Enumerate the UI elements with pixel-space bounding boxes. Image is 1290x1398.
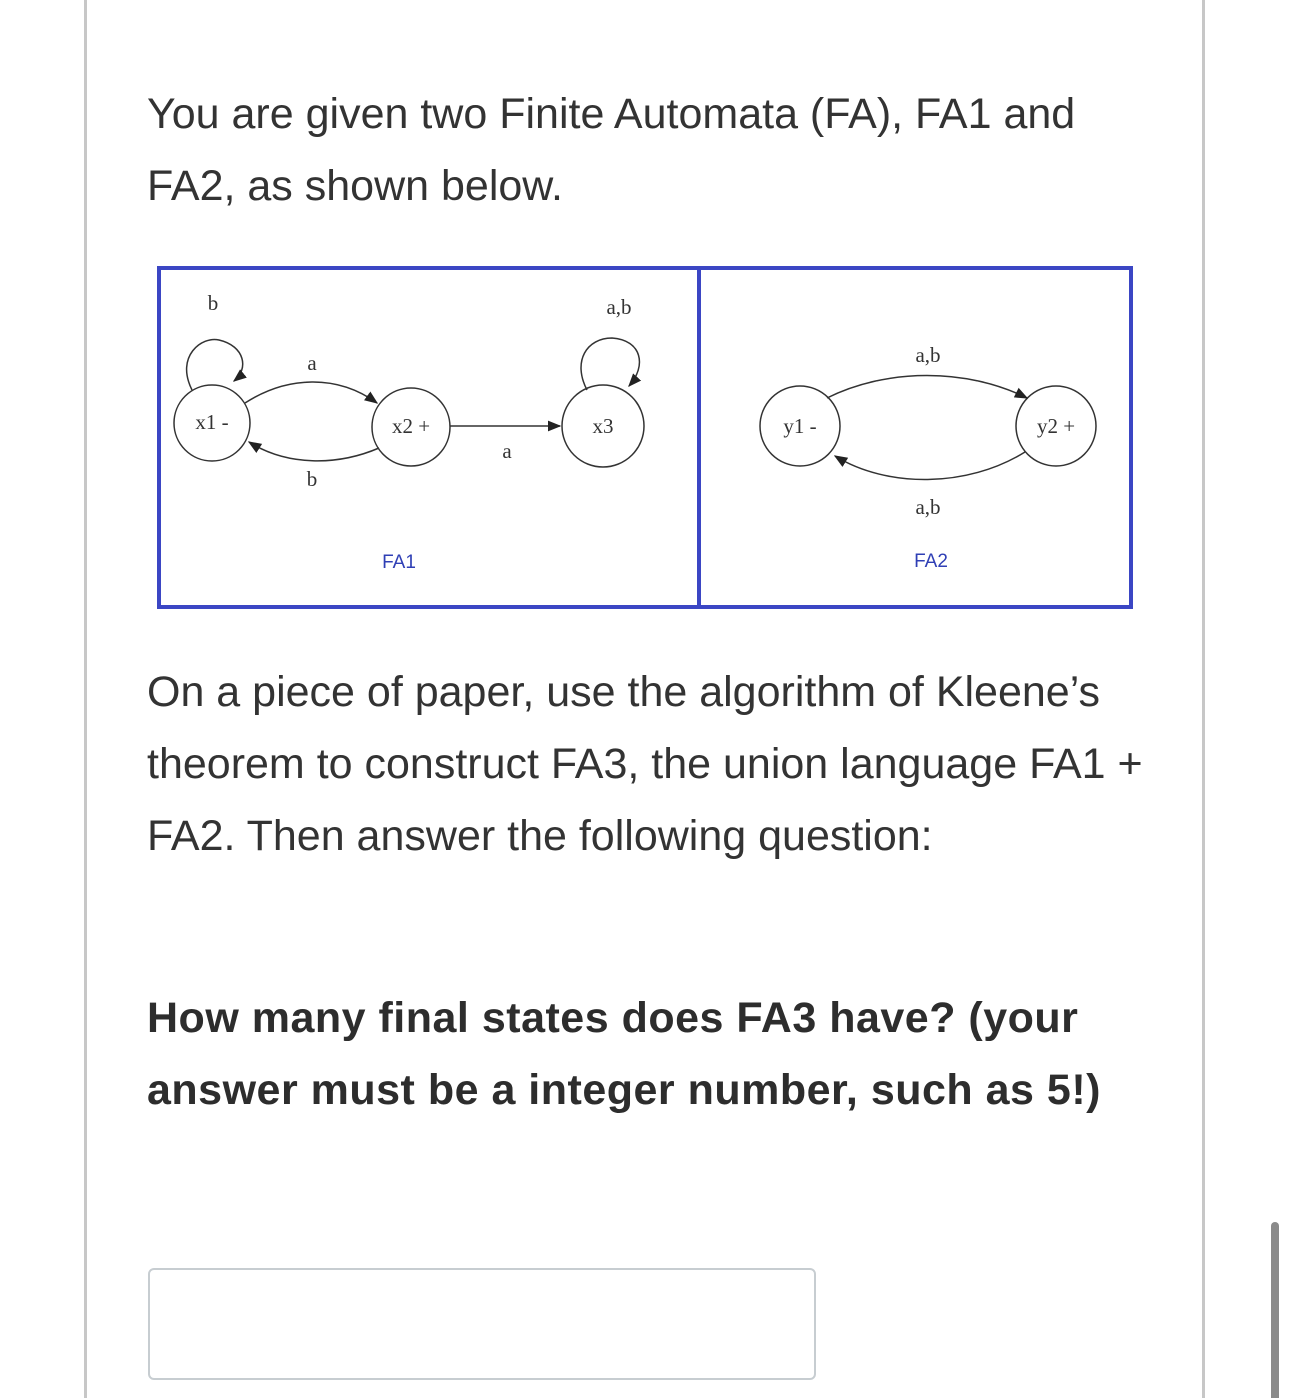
fa1-state-x1-label: x1 -	[195, 410, 229, 434]
intro-text: You are given two Finite Automata (FA), FA1 and FA2, as shown below.	[147, 90, 1076, 210]
card-right-border	[1202, 0, 1205, 1398]
fa1-edge-x1-to-x2-label: a	[307, 351, 317, 375]
card-left-border	[84, 0, 87, 1398]
fa1-edge-x2-to-x1-label: b	[306, 467, 318, 491]
fa2-edge-y2-to-y1-label: a,b	[915, 495, 941, 519]
scrollbar-thumb[interactable]	[1271, 1222, 1279, 1398]
fa2-state-y2	[1016, 386, 1096, 466]
fa1-state-x2-label: x2 +	[391, 414, 431, 438]
fa1-edge-x2-to-x3-label: a	[502, 439, 512, 463]
question-text: How many final states does FA3 have? (your answer must be a integer number, such as 5!)	[147, 994, 1101, 1114]
fa2-state-y2-label: y2 +	[1036, 414, 1076, 438]
fa1-state-x3	[562, 385, 644, 467]
fa2-edge-y1-to-y2-label: a,b	[915, 343, 941, 367]
fa1-state-x1	[174, 385, 250, 461]
automata-figure	[157, 266, 1135, 611]
fa1-state-x3-label: x3	[592, 414, 614, 438]
instructions-text: On a piece of paper, use the algorithm of Kleene’s theorem to construct FA3, the union language FA1 + FA2. Then answer the following question:	[147, 668, 1143, 860]
answer-input[interactable]	[148, 1268, 816, 1380]
fa2-caption: FA2	[914, 551, 948, 572]
fa2-state-y1-label: y1 -	[783, 414, 817, 438]
fa1-edge-x3-loop-label: a,b	[606, 295, 632, 319]
fa1-edge-x1-loop-label: b	[207, 291, 219, 315]
fa1-state-x2	[372, 388, 450, 466]
fa1-caption: FA1	[382, 552, 416, 573]
